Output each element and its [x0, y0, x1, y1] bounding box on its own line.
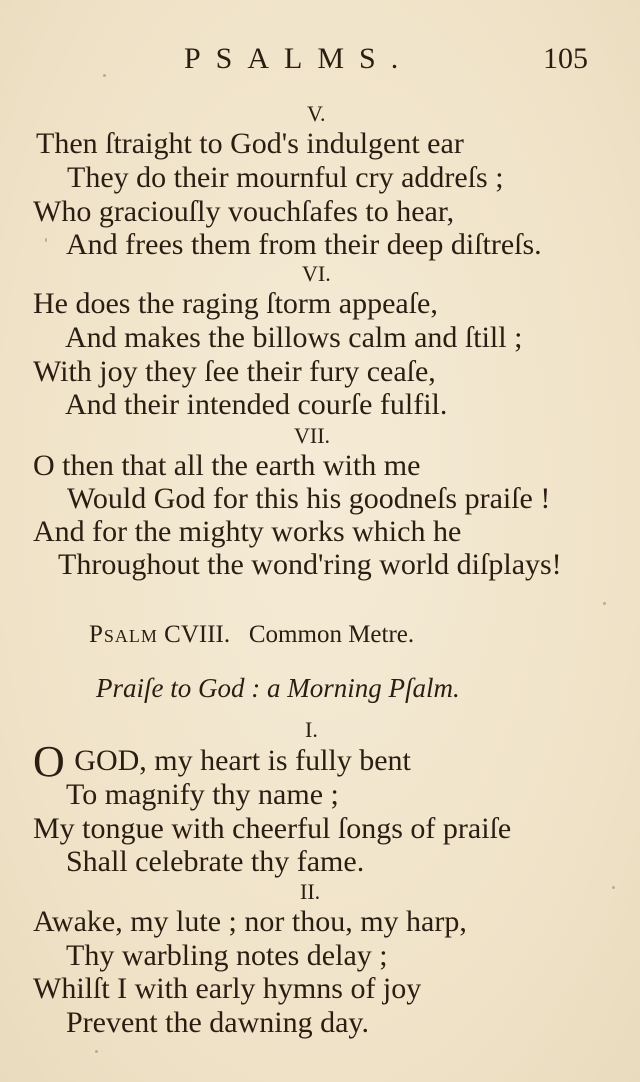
verse-line: Shall celebrate thy fame.: [66, 845, 365, 878]
verse-line: And makes the billows calm and ſtill ;: [65, 321, 523, 354]
running-title: PSALMS.: [184, 42, 414, 75]
running-head: [0, 38, 640, 78]
psalm-subtitle: Praiſe to God : a Morning Pſalm.: [96, 673, 460, 703]
verse-line: Prevent the dawning day.: [66, 1006, 369, 1039]
stanza-numeral: II.: [300, 879, 321, 904]
verse-line: Throughout the wond'ring world diſplays!: [58, 548, 562, 581]
stanza-numeral: VI.: [302, 261, 331, 286]
verse-line: And frees them from their deep diſtreſs.: [66, 228, 542, 261]
psalm-heading-label: Psalm: [89, 621, 158, 648]
paper-speck: [103, 74, 106, 77]
stanza-numeral: I.: [305, 717, 318, 742]
verse-line: They do their mournful cry addreſs ;: [67, 161, 504, 194]
verse-line: My tongue with cheerful ſongs of praiſe: [33, 812, 512, 845]
paper-speck: [95, 1050, 98, 1053]
verse-line: Who graciouſly vouchſafes to hear,: [33, 195, 455, 228]
paper-speck: [603, 602, 606, 605]
verse-line: Awake, my lute ; nor thou, my harp,: [33, 905, 467, 938]
stanza-numeral: V.: [307, 101, 326, 126]
verse-line: Thy warbling notes delay ;: [66, 939, 388, 972]
verse-line: [33, 737, 411, 786]
verse-line: Would God for this his goodneſs praiſe !: [67, 482, 551, 515]
verse-line: With joy they ſee their fury ceaſe,: [33, 355, 436, 388]
verse-line: And their intended courſe fulfil.: [65, 388, 448, 421]
verse-line: Whilſt I with early hymns of joy: [33, 972, 422, 1005]
verse-line: And for the mighty works which he: [33, 515, 462, 548]
page-number: 105: [543, 42, 588, 75]
drop-capital: O: [33, 737, 65, 786]
paper-speck: [45, 238, 47, 242]
verse-line: He does the raging ſtorm appeaſe,: [33, 287, 438, 320]
psalm-heading-number: CVIII. Common Metre.: [157, 621, 415, 648]
verse-line: O then that all the earth with me: [33, 449, 421, 482]
psalm-heading: [89, 620, 414, 650]
stanza-numeral: VII.: [294, 423, 331, 448]
paper-speck: [612, 886, 615, 889]
verse-line: To magnify thy name ;: [66, 778, 339, 811]
verse-line-rest: GOD, my heart is fully bent: [66, 744, 411, 777]
verse-line: Then ſtraight to God's indulgent ear: [36, 127, 464, 160]
